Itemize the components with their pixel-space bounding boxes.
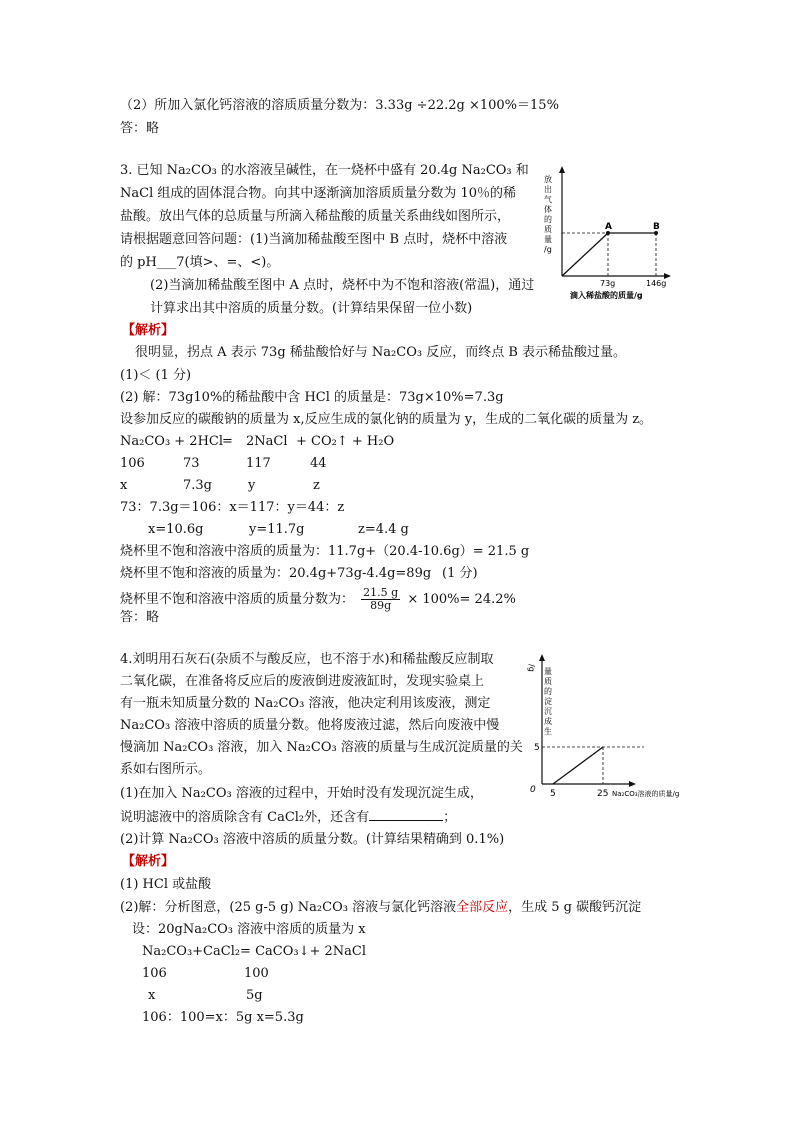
q4-jiexi-heading: 【解析】 xyxy=(122,854,175,869)
q4-sol-2-c: ，生成 5 g 碳酸钙沉淀 xyxy=(508,900,642,915)
q2-answer-line: （2）所加入氯化钙溶液的溶质质量分数为：3.33g ÷22.2g ×100%＝15% xyxy=(120,98,559,113)
q4-ylabel-unit: /g xyxy=(527,664,536,672)
q3-row1-d: 44 xyxy=(310,456,327,471)
q3-ylabel-c3: 气 xyxy=(544,195,552,204)
q4-equation: Na₂CO₃+CaCl₂= CaCO₃↓+ 2NaCl xyxy=(142,944,367,959)
q3-score-note: (1 分) xyxy=(442,566,478,581)
q3-label-b: B xyxy=(653,222,660,232)
q3-row2-a: x xyxy=(120,478,128,493)
q3-fraction-numerator: 21.5 g xyxy=(363,586,399,599)
answer-omit: 答：略 xyxy=(120,121,160,136)
q4-origin: 0 xyxy=(530,785,536,795)
q4-line-6: 系如右图所示。 xyxy=(120,762,212,777)
q4-line-1: 4.刘明用石灰石(杂质不与酸反应，也不溶于水)和稀盐酸反应制取 xyxy=(120,652,494,667)
q4-line-4: Na₂CO₃ 溶液中溶质的质量分数。他将废液过滤，然后向废液中慢 xyxy=(120,718,500,733)
q4-y-arrow xyxy=(539,654,545,661)
q3-sol-1: 很明显，拐点 A 表示 73g 稀盐酸恰好与 Na₂CO₃ 反应，而终点 B 表示稀盐酸过量。 xyxy=(135,345,627,360)
q4-ratio: 106：100=x：5g x=5.3g xyxy=(142,1010,304,1025)
q3-row2-b: 7.3g xyxy=(183,478,212,493)
q3-jiexi-heading: 【解析】 xyxy=(122,323,175,338)
q4-chart-y-label xyxy=(527,664,552,736)
q4-ylabel-c4: 淀 xyxy=(544,697,552,706)
q4-line-8 xyxy=(120,808,456,827)
q4-line-8-end: ； xyxy=(443,810,457,825)
q4-line-2: 二氧化碳，在准备将反应后的废液倒进废液缸时，发现实验桌上 xyxy=(120,674,485,689)
q4-row2-b: 5g xyxy=(246,988,263,1003)
q3-chart-y-label xyxy=(544,174,552,254)
q3-line-3: 盐酸。放出气体的总质量与所滴入稀盐酸的质量关系曲线如图所示， xyxy=(120,209,511,224)
q3-tick-146: 146g xyxy=(646,279,667,288)
q4-tick-x25: 25 xyxy=(597,789,609,799)
q3-answer: 答：略 xyxy=(120,610,160,625)
q3-ylabel-c2: 出 xyxy=(544,185,552,194)
q4-precipitate-chart xyxy=(524,650,696,800)
q4-ylabel-c2: 质 xyxy=(544,677,552,686)
q3-fraction xyxy=(361,587,400,612)
q3-row2-c: y xyxy=(248,478,256,493)
q3-ylabel-c1: 放 xyxy=(544,175,552,184)
q4-sol-2 xyxy=(120,899,641,917)
q4-line-3: 有一瓶未知质量分数的 Na₂CO₃ 溶液，他决定利用该废液，测定 xyxy=(120,696,491,711)
q4-ylabel-c7: 生 xyxy=(544,727,552,736)
q3-mass-solution: 烧杯里不饱和溶液的质量为：20.4g+73g-4.4g=89g xyxy=(120,566,432,581)
q3-fraction-result: × 100%= 24.2% xyxy=(407,592,516,607)
q3-gas-chart xyxy=(536,160,672,300)
q3-ylabel-c6: 质 xyxy=(544,225,552,234)
q3-line-4: 请根据题意回答问题：(1)当滴加稀盐酸至图中 B 点时，烧杯中溶液 xyxy=(120,232,508,247)
q4-line-7: (1)在加入 Na₂CO₃ 溶液的过程中，开始时没有发现沉淀生成， xyxy=(120,786,483,801)
q4-row1-a: 106 xyxy=(142,966,167,981)
q3-label-a: A xyxy=(605,222,612,232)
q3-eq-right: + CO₂↑ + H₂O xyxy=(296,434,395,449)
q4-sol-3: 设：20gNa₂CO₃ 溶液中溶质的质量为 x xyxy=(132,922,366,937)
q3-line-2: NaCl 组成的固体混合物。向其中逐渐滴加溶质质量分数为 10％的稀 xyxy=(120,186,517,201)
q4-x-arrow xyxy=(629,781,636,787)
q3-sol-3: (2) 解：73g10%的稀盐酸中含 HCl 的质量是：73g×10%=7.3g xyxy=(120,390,504,405)
q4-tick-x5: 5 xyxy=(550,789,556,799)
q3-eq-equals: = xyxy=(222,434,233,449)
q4-rise-line xyxy=(553,747,603,784)
q3-row1-a: 106 xyxy=(120,456,145,471)
q4-x-label: Na₂CO₃溶液的质量/g xyxy=(612,790,680,798)
q3-res-x: x=10.6g xyxy=(148,522,204,537)
q3-fraction-label: 烧杯里不饱和溶液中溶质的质量分数为： xyxy=(120,592,355,607)
q3-fraction-line xyxy=(120,587,516,612)
q3-row1-c: 117 xyxy=(246,456,271,471)
q3-ylabel-c8: /g xyxy=(544,245,552,254)
q4-row1-b: 100 xyxy=(244,966,269,981)
q3-eq-left: Na₂CO₃ + 2HCl xyxy=(120,434,224,449)
q4-tick-y5: 5 xyxy=(534,743,540,753)
q3-ylabel-c5: 的 xyxy=(544,215,552,224)
q4-sol-1: (1) HCl 或盐酸 xyxy=(120,877,212,892)
q3-row1-b: 73 xyxy=(183,456,200,471)
q3-sol-4: 设参加反应的碳酸钠的质量为 x,反应生成的氯化钠的质量为 y，生成的二氧化碳的质量为 z。 xyxy=(120,412,653,427)
q3-x-label: 滴入稀盐酸的质量/g xyxy=(570,291,643,300)
q4-row2-a: x xyxy=(148,988,156,1003)
q3-line-6: (2)当滴加稀盐酸至图中 A 点时，烧杯中为不饱和溶液(常温)，通过 xyxy=(150,278,535,293)
q3-res-y: y=11.7g xyxy=(249,522,305,537)
q4-sol-2-a: (2)解：分析图意，(25 g-5 g) Na₂CO₃ 溶液与氯化钙溶液 xyxy=(120,900,457,915)
q3-y-arrow xyxy=(559,166,565,173)
q4-ylabel-c1: 量 xyxy=(544,667,552,676)
q4-sol-2-highlight: 全部反应 xyxy=(456,900,509,915)
q4-line-5: 慢滴加 Na₂CO₃ 溶液，加入 Na₂CO₃ 溶液的质量与生成沉淀质量的关 xyxy=(120,740,523,755)
q4-answer-blank xyxy=(369,808,443,821)
q4-ylabel-c5: 沉 xyxy=(544,707,552,716)
q3-mass-solute: 烧杯里不饱和溶液中溶质的质量为：11.7g+（20.4-10.6g）= 21.5 g xyxy=(120,544,530,559)
q3-eq-nacl: 2NaCl xyxy=(246,434,288,449)
q3-line-1: 3. 已知 Na₂CO₃ 的水溶液呈碱性，在一烧杯中盛有 20.4g Na₂CO₃ 和 xyxy=(120,163,529,178)
q3-ylabel-c4: 体 xyxy=(544,205,552,214)
q4-ylabel-c3: 的 xyxy=(544,687,552,696)
q4-ylabel-c6: 成 xyxy=(544,717,552,726)
q3-line-7: 计算求出其中溶质的质量分数。(计算结果保留一位小数) xyxy=(150,301,473,316)
q3-line-5: 的 pH___7(填>、=、<)。 xyxy=(120,255,280,270)
q3-fraction-denominator: 89g xyxy=(370,599,392,612)
q4-line-8-text: 说明滤液中的溶质除含有 CaCl₂外，还含有 xyxy=(120,810,370,825)
q3-tick-73: 73g xyxy=(600,279,616,288)
q3-res-z: z=4.4 g xyxy=(358,522,409,537)
q3-ratio: 73：7.3g＝106：x＝117：y＝44：z xyxy=(120,500,345,515)
q3-row2-d: z xyxy=(313,478,320,493)
q3-rise-line xyxy=(562,233,608,276)
q3-sol-2: (1)＜ (1 分) xyxy=(120,368,192,383)
q4-line-9: (2)计算 Na₂CO₃ 溶液中溶质的质量分数。(计算结果精确到 0.1%) xyxy=(120,832,505,847)
q3-ylabel-c7: 量 xyxy=(544,235,552,244)
